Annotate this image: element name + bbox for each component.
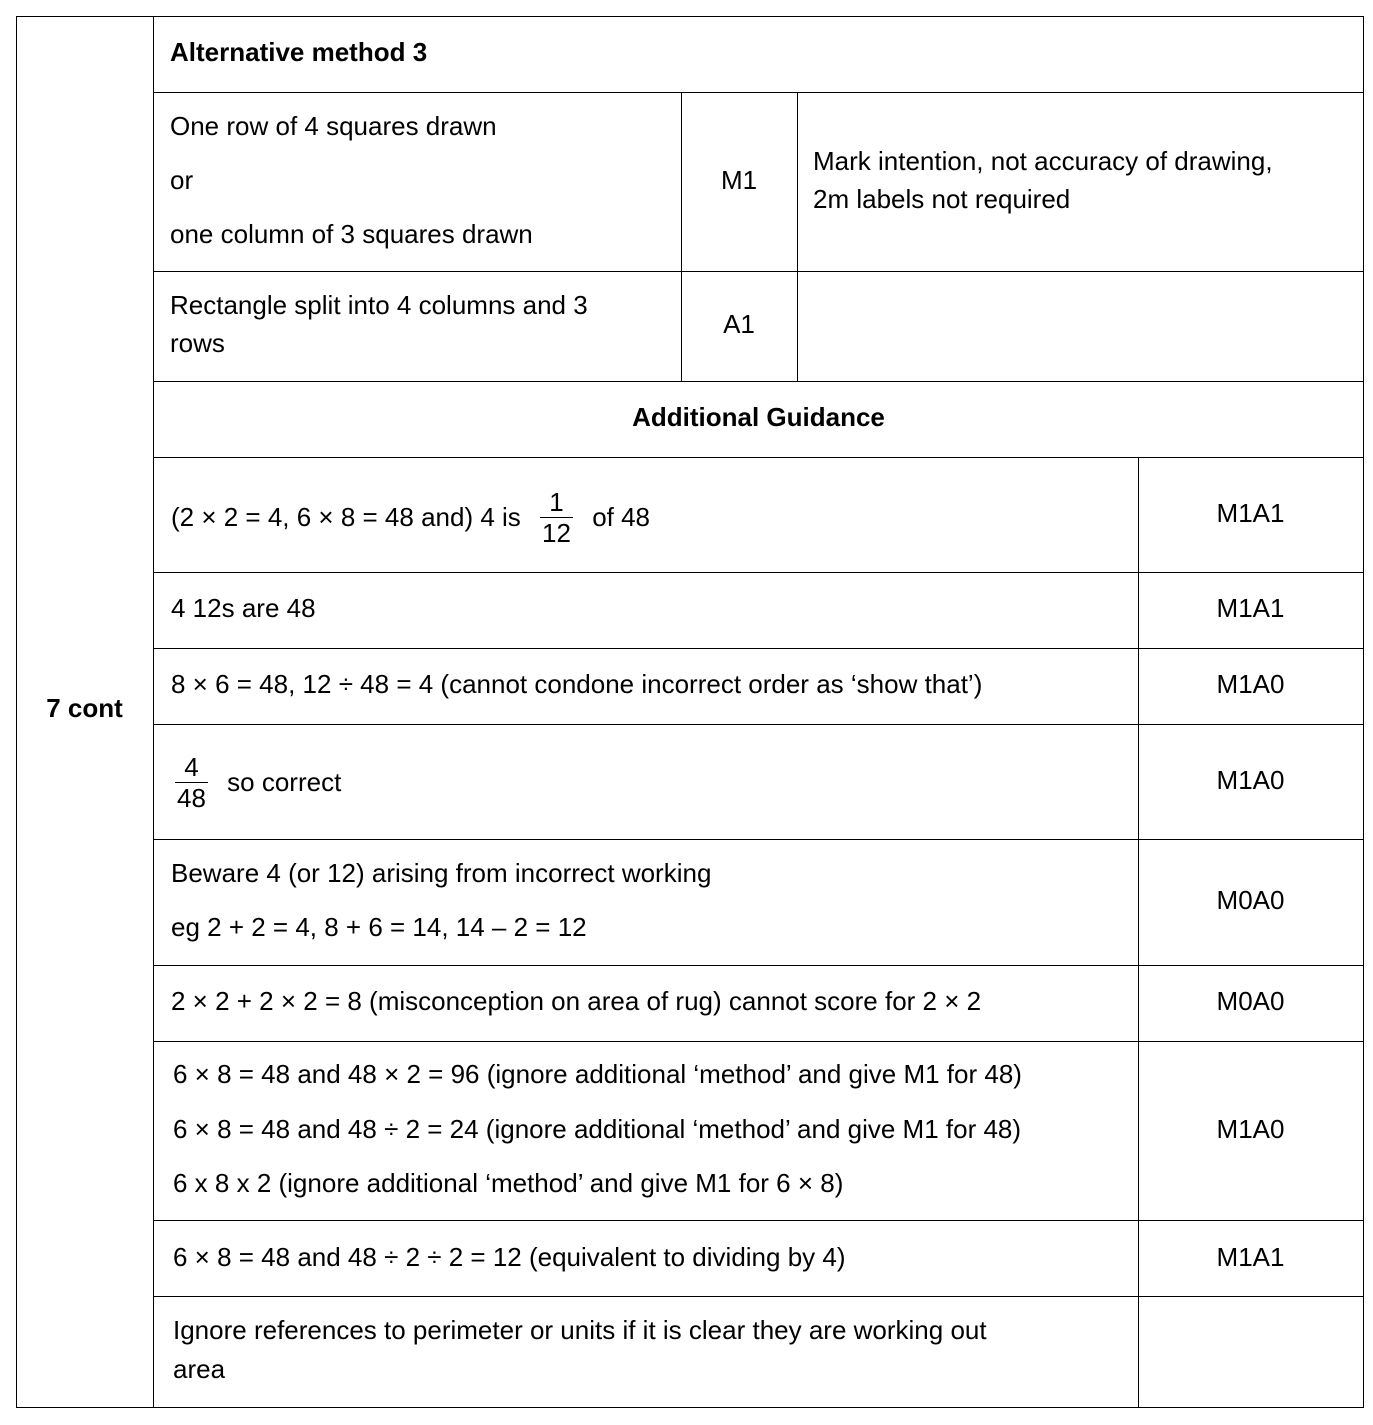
row-line (153, 572, 1364, 573)
guidance-row-1-text (171, 480, 650, 550)
guidance-row-8-mark: M1A1 (1216, 1242, 1285, 1272)
guidance-row-7-mark: M1A0 (1216, 1114, 1285, 1144)
question-column-divider (153, 16, 154, 1408)
guidance-row-4-text (171, 745, 341, 815)
question-label: 7 cont (46, 693, 123, 723)
method-row-1-line-3: one column of 3 squares drawn (170, 219, 533, 249)
row-line (153, 381, 1364, 382)
row-line (153, 1220, 1364, 1221)
row-line (153, 1296, 1364, 1297)
fraction-denominator: 48 (177, 782, 206, 813)
fraction-one-twelfth (540, 487, 573, 548)
border-top (16, 16, 1364, 17)
method-row-1-line-1: One row of 4 squares drawn (170, 111, 497, 141)
border-bottom (16, 1407, 1364, 1408)
guidance-row-1-text-after: of 48 (592, 502, 651, 533)
method-row-1-comment-line-1: Mark intention, not accuracy of drawing, (813, 146, 1273, 176)
guidance-row-3-text: 8 × 6 = 48, 12 ÷ 48 = 4 (cannot condone incorrect order as ‘show that’) (171, 669, 983, 699)
guidance-row-1-text-before: (2 × 2 = 4, 6 × 8 = 48 and) 4 is (171, 502, 521, 533)
guidance-heading: Additional Guidance (632, 402, 885, 432)
row-line (153, 271, 1364, 272)
guidance-row-8-text: 6 × 8 = 48 and 48 ÷ 2 ÷ 2 = 12 (equivalent to dividing by 4) (173, 1242, 846, 1272)
row-line (153, 92, 1364, 93)
method-row-1-line-2: or (170, 165, 194, 195)
row-line (153, 839, 1364, 840)
fraction-numerator: 4 (175, 752, 208, 783)
guidance-row-5-mark: M0A0 (1216, 885, 1285, 915)
guidance-row-4-mark: M1A0 (1216, 765, 1285, 795)
guidance-row-2-text: 4 12s are 48 (171, 593, 316, 623)
method-row-2-line-1: Rectangle split into 4 columns and 3 (170, 290, 588, 320)
guidance-row-6-text: 2 × 2 + 2 × 2 = 8 (misconception on area of rug) cannot score for 2 × 2 (171, 986, 982, 1016)
guidance-row-7-line-1: 6 × 8 = 48 and 48 × 2 = 96 (ignore additional ‘method’ and give M1 for 48) (173, 1059, 1022, 1089)
method-row-2-line-2: rows (170, 328, 225, 358)
guidance-row-7-line-3: 6 x 8 x 2 (ignore additional ‘method’ and give M1 for 6 × 8) (173, 1168, 844, 1198)
fraction-four-over-forty-eight (175, 752, 208, 813)
guidance-row-7-line-2: 6 × 8 = 48 and 48 ÷ 2 = 24 (ignore additional ‘method’ and give M1 for 48) (173, 1114, 1022, 1144)
row-line (153, 457, 1364, 458)
guidance-row-4-text-after: so correct (227, 767, 342, 798)
method-row-2-mark: A1 (723, 309, 755, 339)
method-row-1-mark: M1 (720, 165, 758, 195)
method-heading: Alternative method 3 (170, 37, 428, 67)
row-line (153, 724, 1364, 725)
guidance-row-9-line-2: area (173, 1354, 226, 1384)
method-row-1-comment-line-2: 2m labels not required (813, 184, 1071, 214)
guidance-row-1-mark: M1A1 (1216, 498, 1285, 528)
guidance-row-6-mark: M0A0 (1216, 986, 1285, 1016)
guidance-row-5-line-2: eg 2 + 2 = 4, 8 + 6 = 14, 14 – 2 = 12 (171, 912, 587, 942)
border-right (1363, 16, 1364, 1408)
guidance-row-3-mark: M1A0 (1216, 669, 1285, 699)
guidance-row-5-line-1: Beware 4 (or 12) arising from incorrect working (171, 858, 712, 888)
fraction-denominator: 12 (542, 517, 571, 548)
row-line (153, 965, 1364, 966)
row-line (153, 1041, 1364, 1042)
fraction-numerator: 1 (540, 487, 573, 518)
method-comment-divider (797, 92, 798, 381)
guidance-row-9-line-1: Ignore references to perimeter or units if it is clear they are working out (173, 1315, 987, 1345)
row-line (153, 648, 1364, 649)
guidance-row-2-mark: M1A1 (1216, 593, 1285, 623)
